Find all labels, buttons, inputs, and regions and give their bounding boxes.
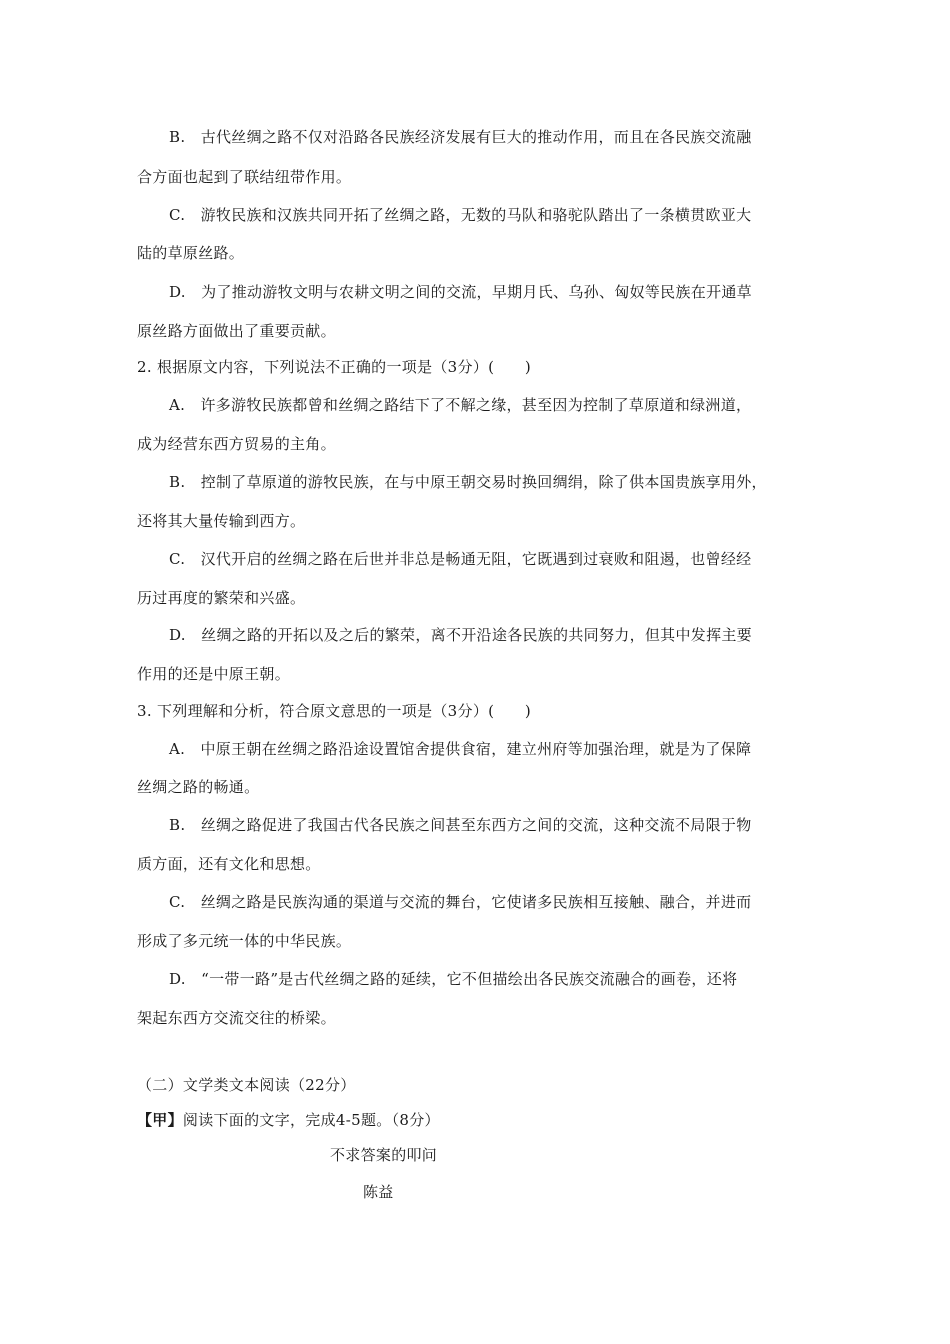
q2-option-a-line1: A. 许多游牧民族都曾和丝绸之路结下了不解之缘，甚至因为控制了草原道和绿洲道， (169, 396, 752, 414)
q1-option-d-line1: D. 为了推动游牧文明与农耕文明之间的交流，早期月氏、乌孙、匈奴等民族在开通草 (169, 283, 752, 301)
q3-option-a-line1: A. 中原王朝在丝绸之路沿途设置馆舍提供食宿，建立州府等加强治理，就是为了保障 (169, 740, 752, 758)
q2-option-b-line1: B. 控制了草原道的游牧民族，在与中原王朝交易时换回绸绢，除了供本国贵族享用外， (169, 473, 767, 491)
q2-option-c-line2: 历过再度的繁荣和兴盛。 (137, 589, 306, 607)
section-instruction-row (137, 1110, 440, 1130)
q3-option-d-line2: 架起东西方交流交往的桥梁。 (137, 1009, 336, 1027)
q3-option-c-line1: C. 丝绸之路是民族沟通的渠道与交流的舞台，它使诸多民族相互接触、融合，并进而 (169, 893, 752, 911)
q3-option-b-line2: 质方面，还有文化和思想。 (137, 855, 321, 873)
q2-option-d-line2: 作用的还是中原王朝。 (137, 665, 291, 683)
q1-option-c-line2: 陆的草原丝路。 (137, 244, 245, 262)
section-instruction: 阅读下面的文字，完成4-5题。（8分） (182, 1111, 440, 1129)
passage-title: 不求答案的叩问 (330, 1146, 438, 1164)
q1-option-d-line2: 原丝路方面做出了重要贡献。 (137, 322, 336, 340)
q1-option-b-line1: B. 古代丝绸之路不仅对沿路各民族经济发展有巨大的推动作用，而且在各民族交流融 (169, 128, 752, 146)
q2-option-a-line2: 成为经营东西方贸易的主角。 (137, 435, 336, 453)
q3-option-d-line1: D. “一带一路”是古代丝绸之路的延续，它不但描绘出各民族交流融合的画卷，还将 (169, 970, 738, 988)
q1-option-c-line1: C. 游牧民族和汉族共同开拓了丝绸之路，无数的马队和骆驼队踏出了一条横贯欧亚大 (169, 206, 752, 224)
q2-option-b-line2: 还将其大量传输到西方。 (137, 512, 306, 530)
section-tag: 【甲】 (137, 1111, 183, 1129)
q2-option-c-line1: C. 汉代开启的丝绸之路在后世并非总是畅通无阻，它既遇到过衰败和阻遏，也曾经经 (169, 550, 752, 568)
q2-option-d-line1: D. 丝绸之路的开拓以及之后的繁荣，离不开沿途各民族的共同努力，但其中发挥主要 (169, 626, 752, 644)
q3-option-b-line1: B. 丝绸之路促进了我国古代各民族之间甚至东西方之间的交流，这种交流不局限于物 (169, 816, 752, 834)
q3-option-a-line2: 丝绸之路的畅通。 (137, 778, 260, 796)
q3-option-c-line2: 形成了多元统一体的中华民族。 (137, 932, 352, 950)
q1-option-b-line2: 合方面也起到了联结纽带作用。 (137, 168, 352, 186)
section-heading: （二）文学类文本阅读（22分） (137, 1076, 356, 1094)
q2-stem: 2. 根据原文内容，下列说法不正确的一项是（3分）( ) (137, 358, 532, 376)
q3-stem: 3. 下列理解和分析，符合原文意思的一项是（3分）( ) (137, 702, 532, 720)
passage-author: 陈益 (363, 1183, 394, 1201)
